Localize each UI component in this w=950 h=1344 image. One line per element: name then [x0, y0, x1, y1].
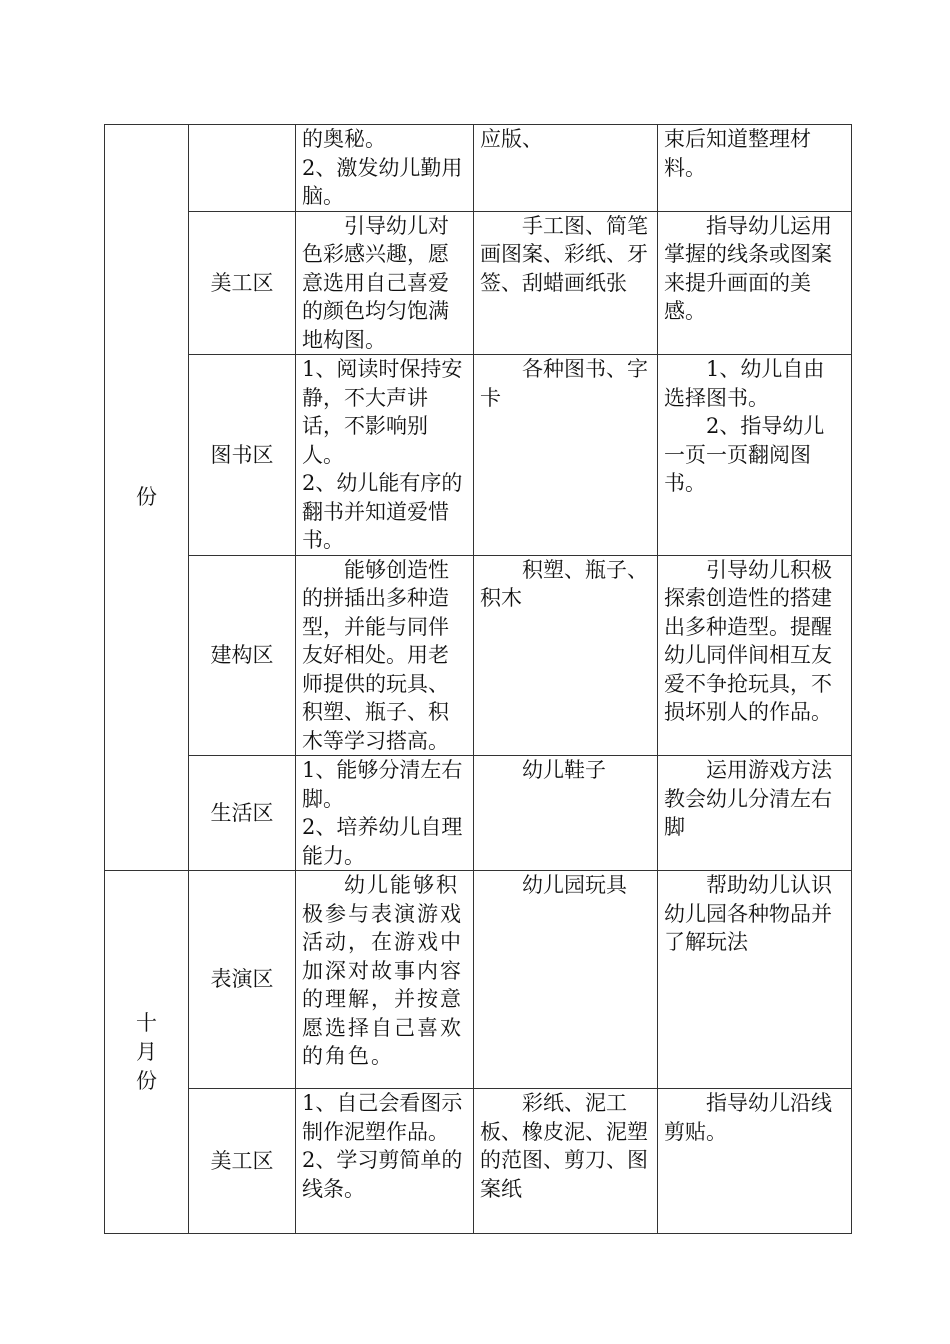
table-row [105, 211, 852, 355]
table-row [105, 1089, 852, 1234]
materials-text: 幼儿园玩具 [522, 873, 627, 897]
guidance-cell [658, 1089, 852, 1234]
area-label: 美工区 [210, 1148, 274, 1173]
goal-text: 1、自己会看图示制作泥塑作品。 [302, 1091, 463, 1144]
guidance-text: 运用游戏方法教会幼儿分清左右脚 [664, 758, 832, 839]
guidance-text: 指导幼儿沿线剪贴。 [664, 1091, 832, 1144]
goal-cell [296, 555, 474, 756]
area-label: 生活区 [210, 800, 274, 825]
table-row [105, 756, 852, 871]
table-row [105, 355, 852, 556]
goal-text: 幼儿能够积极参与表演游戏活动，在游戏中加深对故事内容的理解，并按意愿选择自己喜欢的角色。 [302, 873, 463, 1068]
materials-text: 各种图书、字卡 [480, 357, 648, 410]
area-cell [189, 555, 296, 756]
goal-text: 1、能够分清左右脚。 [302, 758, 463, 811]
guidance-cell [658, 871, 852, 1089]
goal-cell [296, 871, 474, 1089]
goal-text: 能够创造性的拼插出多种造型，并能与同伴友好相处。用老师提供的玩具、积塑、瓶子、积木等学习搭高。 [302, 557, 449, 753]
materials-text: 手工图、简笔画图案、彩纸、牙签、刮蜡画纸张 [480, 213, 648, 295]
goal-text: 2、幼儿能有序的翻书并知道爱惜书。 [302, 471, 463, 552]
area-label: 图书区 [210, 442, 274, 467]
goal-cell [296, 1089, 474, 1234]
materials-text: 积塑、瓶子、积木 [480, 557, 648, 610]
area-label: 表演区 [210, 967, 274, 992]
guidance-text: 引导幼儿积极探索创造性的搭建出多种造型。提醒幼儿同伴间相互友爱不争抢玩具，不损坏别人的作品。 [664, 557, 832, 724]
table-row [105, 125, 852, 212]
materials-text: 幼儿鞋子 [522, 758, 606, 782]
month-cell [105, 871, 189, 1234]
materials-cell [474, 211, 658, 355]
materials-cell [474, 355, 658, 556]
area-label: 美工区 [210, 270, 274, 295]
materials-cell [474, 1089, 658, 1234]
goal-text: 2、培养幼儿自理能力。 [302, 815, 463, 868]
goal-text: 2、学习剪简单的线条。 [302, 1148, 463, 1201]
materials-cell [474, 555, 658, 756]
guidance-text: 束后知道整理材料。 [664, 127, 811, 180]
month-label: 份 [136, 485, 157, 509]
table-row [105, 871, 852, 1089]
area-cell [189, 125, 296, 212]
guidance-cell [658, 211, 852, 355]
month-label: 十月份 [136, 1010, 157, 1093]
guidance-cell [658, 555, 852, 756]
goal-cell [296, 211, 474, 355]
goal-text: 2、激发幼儿勤用脑。 [302, 155, 463, 208]
materials-cell [474, 756, 658, 871]
materials-cell [474, 871, 658, 1089]
month-cell [105, 125, 189, 871]
activity-plan-table [104, 124, 852, 1234]
guidance-text: 帮助幼儿认识幼儿园各种物品并了解玩法 [664, 873, 832, 954]
guidance-cell [658, 355, 852, 556]
goal-text: 的奥秘。 [302, 127, 386, 151]
goal-text: 1、阅读时保持安静，不大声讲话，不影响别人。 [302, 357, 463, 467]
area-cell [189, 355, 296, 556]
materials-text: 彩纸、泥工板、橡皮泥、泥塑的范图、剪刀、图案纸 [480, 1091, 648, 1201]
guidance-text: 1、幼儿自由选择图书。 [664, 357, 825, 410]
goal-cell [296, 756, 474, 871]
area-cell [189, 1089, 296, 1234]
area-cell [189, 211, 296, 355]
area-label: 建构区 [210, 643, 274, 667]
goal-cell [296, 125, 474, 212]
materials-text: 应版、 [480, 127, 543, 151]
goal-text: 引导幼儿对色彩感兴趣，愿意选用自己喜爱的颜色均匀饱满地构图。 [302, 213, 449, 352]
goal-cell [296, 355, 474, 556]
area-cell [189, 871, 296, 1089]
guidance-text: 2、指导幼儿一页一页翻阅图书。 [664, 414, 825, 495]
materials-cell [474, 125, 658, 212]
guidance-cell [658, 125, 852, 212]
guidance-cell [658, 756, 852, 871]
area-cell [189, 756, 296, 871]
table-row [105, 555, 852, 756]
guidance-text: 指导幼儿运用掌握的线条或图案来提升画面的美感。 [664, 213, 832, 323]
